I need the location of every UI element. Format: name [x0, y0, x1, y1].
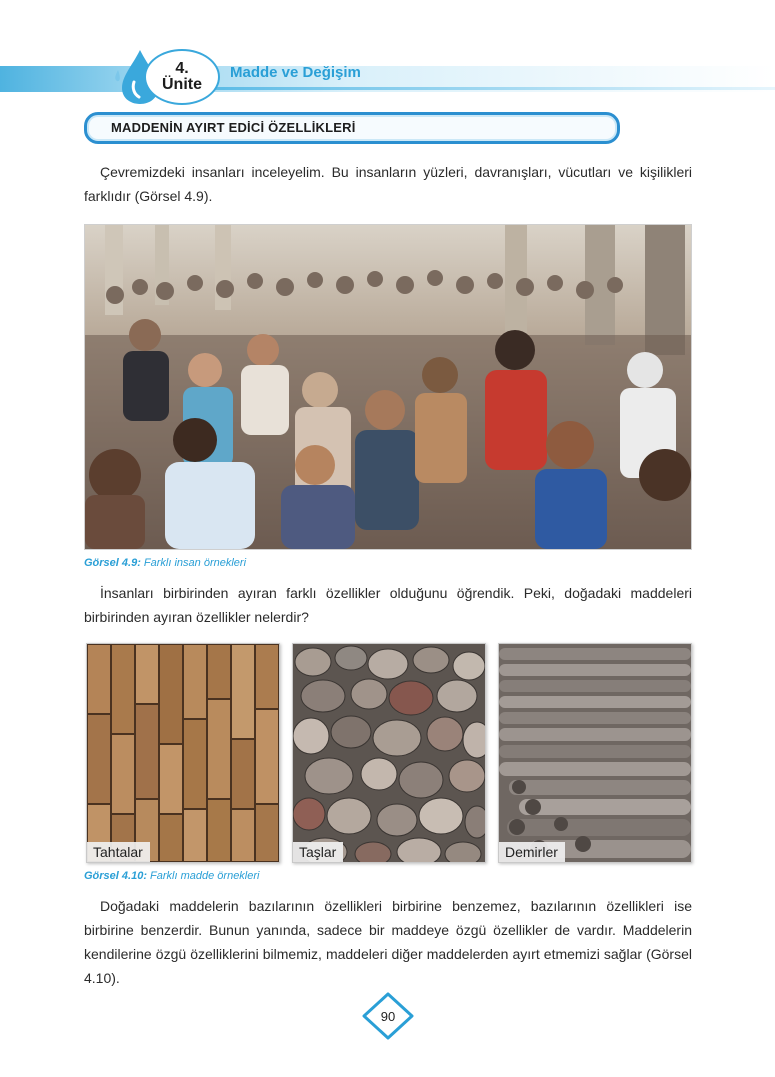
- crowd-illustration: [85, 225, 691, 549]
- unit-label: Ünite: [162, 76, 202, 93]
- unit-number: 4.: [175, 60, 189, 77]
- unit-title: Madde ve Değişim: [230, 64, 361, 81]
- page-number: 90: [380, 1008, 396, 1024]
- unit-badge: [144, 49, 220, 105]
- figure-4-9-text: Farklı insan örnekleri: [143, 557, 247, 569]
- section-heading-box: [84, 112, 620, 144]
- stones-label: Taşlar: [293, 842, 343, 862]
- header-stripe: [210, 87, 775, 90]
- page-number-badge: [362, 992, 414, 1040]
- paragraph-2: [84, 581, 692, 629]
- iron-label: Demirler: [499, 842, 565, 862]
- paragraph-3-text: Doğadaki maddelerin bazılarının özellikleri birbirine benzemez, bazılarının özellikleri ise birbirine benzerdir. Bunun yanında, sadece bir maddeye özgü özellikler de vardır. Maddelerin kendilerine özgü özelliklerini bilmemiz, maddeleri diğer maddelerden ayırt etmemizi sağlar (Görsel 4.10).: [84, 898, 692, 986]
- figure-4-9-label: Görsel 4.9:: [84, 557, 141, 569]
- crowd-photo: [84, 224, 692, 550]
- paragraph-1: [84, 160, 692, 208]
- paragraph-3: [84, 894, 692, 990]
- wood-photo: [86, 643, 280, 863]
- figure-4-9-caption: [84, 557, 246, 569]
- section-title: MADDENİN AYIRT EDİCİ ÖZELLİKLERİ: [111, 120, 356, 135]
- stones-illustration: [293, 644, 485, 862]
- wood-label: Tahtalar: [87, 842, 150, 862]
- stones-photo: [292, 643, 486, 863]
- wood-planks-illustration: [87, 644, 279, 862]
- figure-4-10-text: Farklı madde örnekleri: [150, 870, 260, 882]
- paragraph-2-text: İnsanları birbirinden ayıran farklı özellikler olduğunu öğrendik. Peki, doğadaki maddeleri birbirinden ayıran özellikler nelerdir?: [84, 585, 692, 625]
- figure-4-10-label: Görsel 4.10:: [84, 870, 147, 882]
- iron-photo: [498, 643, 692, 863]
- figure-4-10-caption: [84, 870, 259, 882]
- paragraph-1-text: Çevremizdeki insanları inceleyelim. Bu insanların yüzleri, davranışları, vücutları ve kişilikleri farklıdır (Görsel 4.9).: [84, 164, 692, 204]
- iron-bars-illustration: [499, 644, 691, 862]
